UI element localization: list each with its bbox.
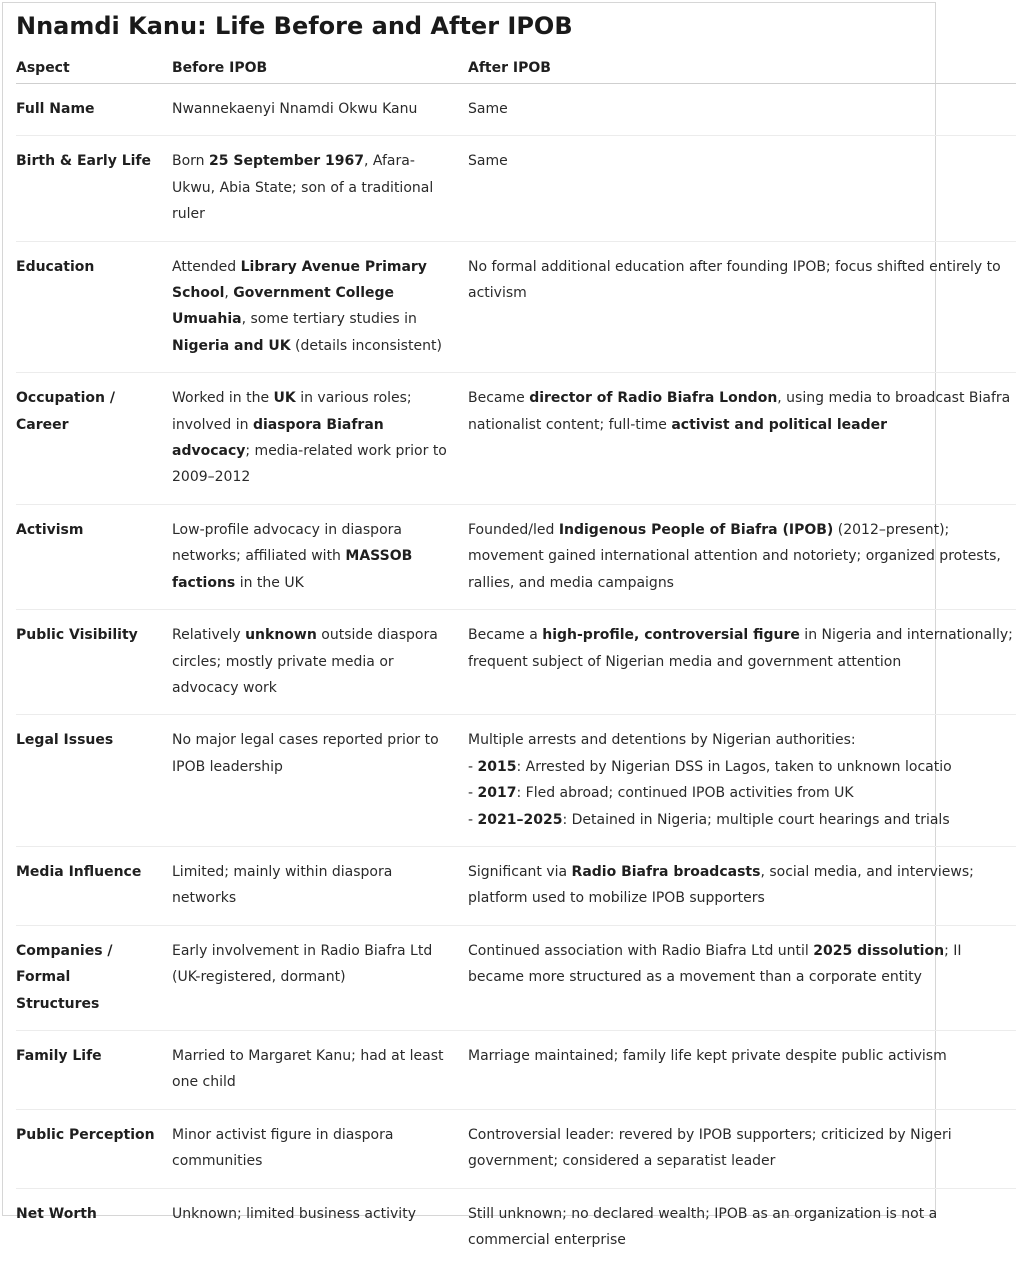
cell-aspect: Full Name	[16, 84, 172, 136]
table-row	[16, 715, 1016, 847]
comparison-table	[16, 53, 1016, 1266]
table-row	[16, 1188, 1016, 1266]
table-row	[16, 84, 1016, 136]
cell-aspect: Birth & Early Life	[16, 136, 172, 241]
cell-after: Controversial leader: revered by IPOB supporters; criticized by Nigeri government; considered a separatist leader	[468, 1109, 1016, 1188]
cell-aspect: Companies / Formal Structures	[16, 925, 172, 1030]
document-frame	[2, 2, 1013, 1248]
cell-after: Same	[468, 84, 1016, 136]
cell-before: Limited; mainly within diaspora networks	[172, 846, 468, 925]
cell-after: No formal additional education after founding IPOB; focus shifted entirely to activism	[468, 241, 1016, 373]
cell-after: Founded/led Indigenous People of Biafra (IPOB) (2012–present); movement gained international attention and notoriety; organized protests, rallies, and media campaigns	[468, 504, 1016, 609]
cell-after: Continued association with Radio Biafra Ltd until 2025 dissolution; II became more structured as a movement than a corporate entity	[468, 925, 1016, 1030]
cell-aspect: Public Visibility	[16, 610, 172, 715]
cell-after: Became director of Radio Biafra London, using media to broadcast Biafra nationalist content; full-time activist and political leader	[468, 373, 1016, 505]
cell-before: Born 25 September 1967, Afara-Ukwu, Abia State; son of a traditional ruler	[172, 136, 468, 241]
table-row	[16, 846, 1016, 925]
table-row	[16, 504, 1016, 609]
header-before: Before IPOB	[172, 53, 468, 84]
cell-aspect: Net Worth	[16, 1205, 97, 1222]
cell-before: Attended Library Avenue Primary School, Government College Umuahia, some tertiary studies in Nigeria and UK (details inconsistent)	[172, 241, 468, 373]
header-aspect: Aspect	[16, 53, 172, 84]
cell-after: Significant via Radio Biafra broadcasts, social media, and interviews; platform used to mobilize IPOB supporters	[468, 846, 1016, 925]
table-header-row	[16, 53, 1016, 84]
cell-aspect: Public Perception	[16, 1109, 172, 1188]
table-row	[16, 610, 1016, 715]
cell-before: Relatively unknown outside diaspora circles; mostly private media or advocacy work	[172, 610, 468, 715]
cell-after: Became a high-profile, controversial figure in Nigeria and internationally; frequent subject of Nigerian media and government attention	[468, 610, 1016, 715]
cell-before: Nwannekaenyi Nnamdi Okwu Kanu	[172, 84, 468, 136]
cell-aspect: Education	[16, 241, 172, 373]
cell-before: Low-profile advocacy in diaspora networks; affiliated with MASSOB factions in the UK	[172, 504, 468, 609]
table-row	[16, 1109, 1016, 1188]
cell-before: Minor activist figure in diaspora communities	[172, 1109, 468, 1188]
cell-before: No major legal cases reported prior to IPOB leadership	[172, 715, 468, 847]
cell-aspect: Media Influence	[16, 846, 172, 925]
table-row	[16, 136, 1016, 241]
cell-aspect: Occupation / Career	[16, 373, 172, 505]
header-after: After IPOB	[468, 53, 1016, 84]
cell-after: Same	[468, 136, 1016, 241]
cell-before: Unknown; limited business activity	[172, 1205, 416, 1222]
table-row	[16, 373, 1016, 505]
cell-before: Early involvement in Radio Biafra Ltd (UK-registered, dormant)	[172, 925, 468, 1030]
table-row	[16, 925, 1016, 1030]
table-row	[16, 1030, 1016, 1109]
cell-aspect: Legal Issues	[16, 715, 172, 847]
cell-after: Still unknown; no declared wealth; IPOB as an organization is not a commercial enterprise	[468, 1205, 938, 1248]
page-title: Nnamdi Kanu: Life Before and After IPOB	[16, 12, 573, 40]
cell-before: Worked in the UK in various roles; involved in diaspora Biafran advocacy; media-related work prior to 2009–2012	[172, 373, 468, 505]
cell-after: Marriage maintained; family life kept private despite public activism	[468, 1030, 1016, 1109]
cell-aspect: Family Life	[16, 1030, 172, 1109]
table-row	[16, 241, 1016, 373]
cell-after: Multiple arrests and detentions by Nigerian authorities: - 2015: Arrested by Nigerian DSS in Lagos, taken to unknown locatio - 2017: Fled abroad; continued IPOB activities from UK - 2021–2025: Detained in Nigeria; multiple court hearings and trials	[468, 715, 1016, 847]
cell-aspect: Activism	[16, 504, 172, 609]
cell-before: Married to Margaret Kanu; had at least one child	[172, 1030, 468, 1109]
